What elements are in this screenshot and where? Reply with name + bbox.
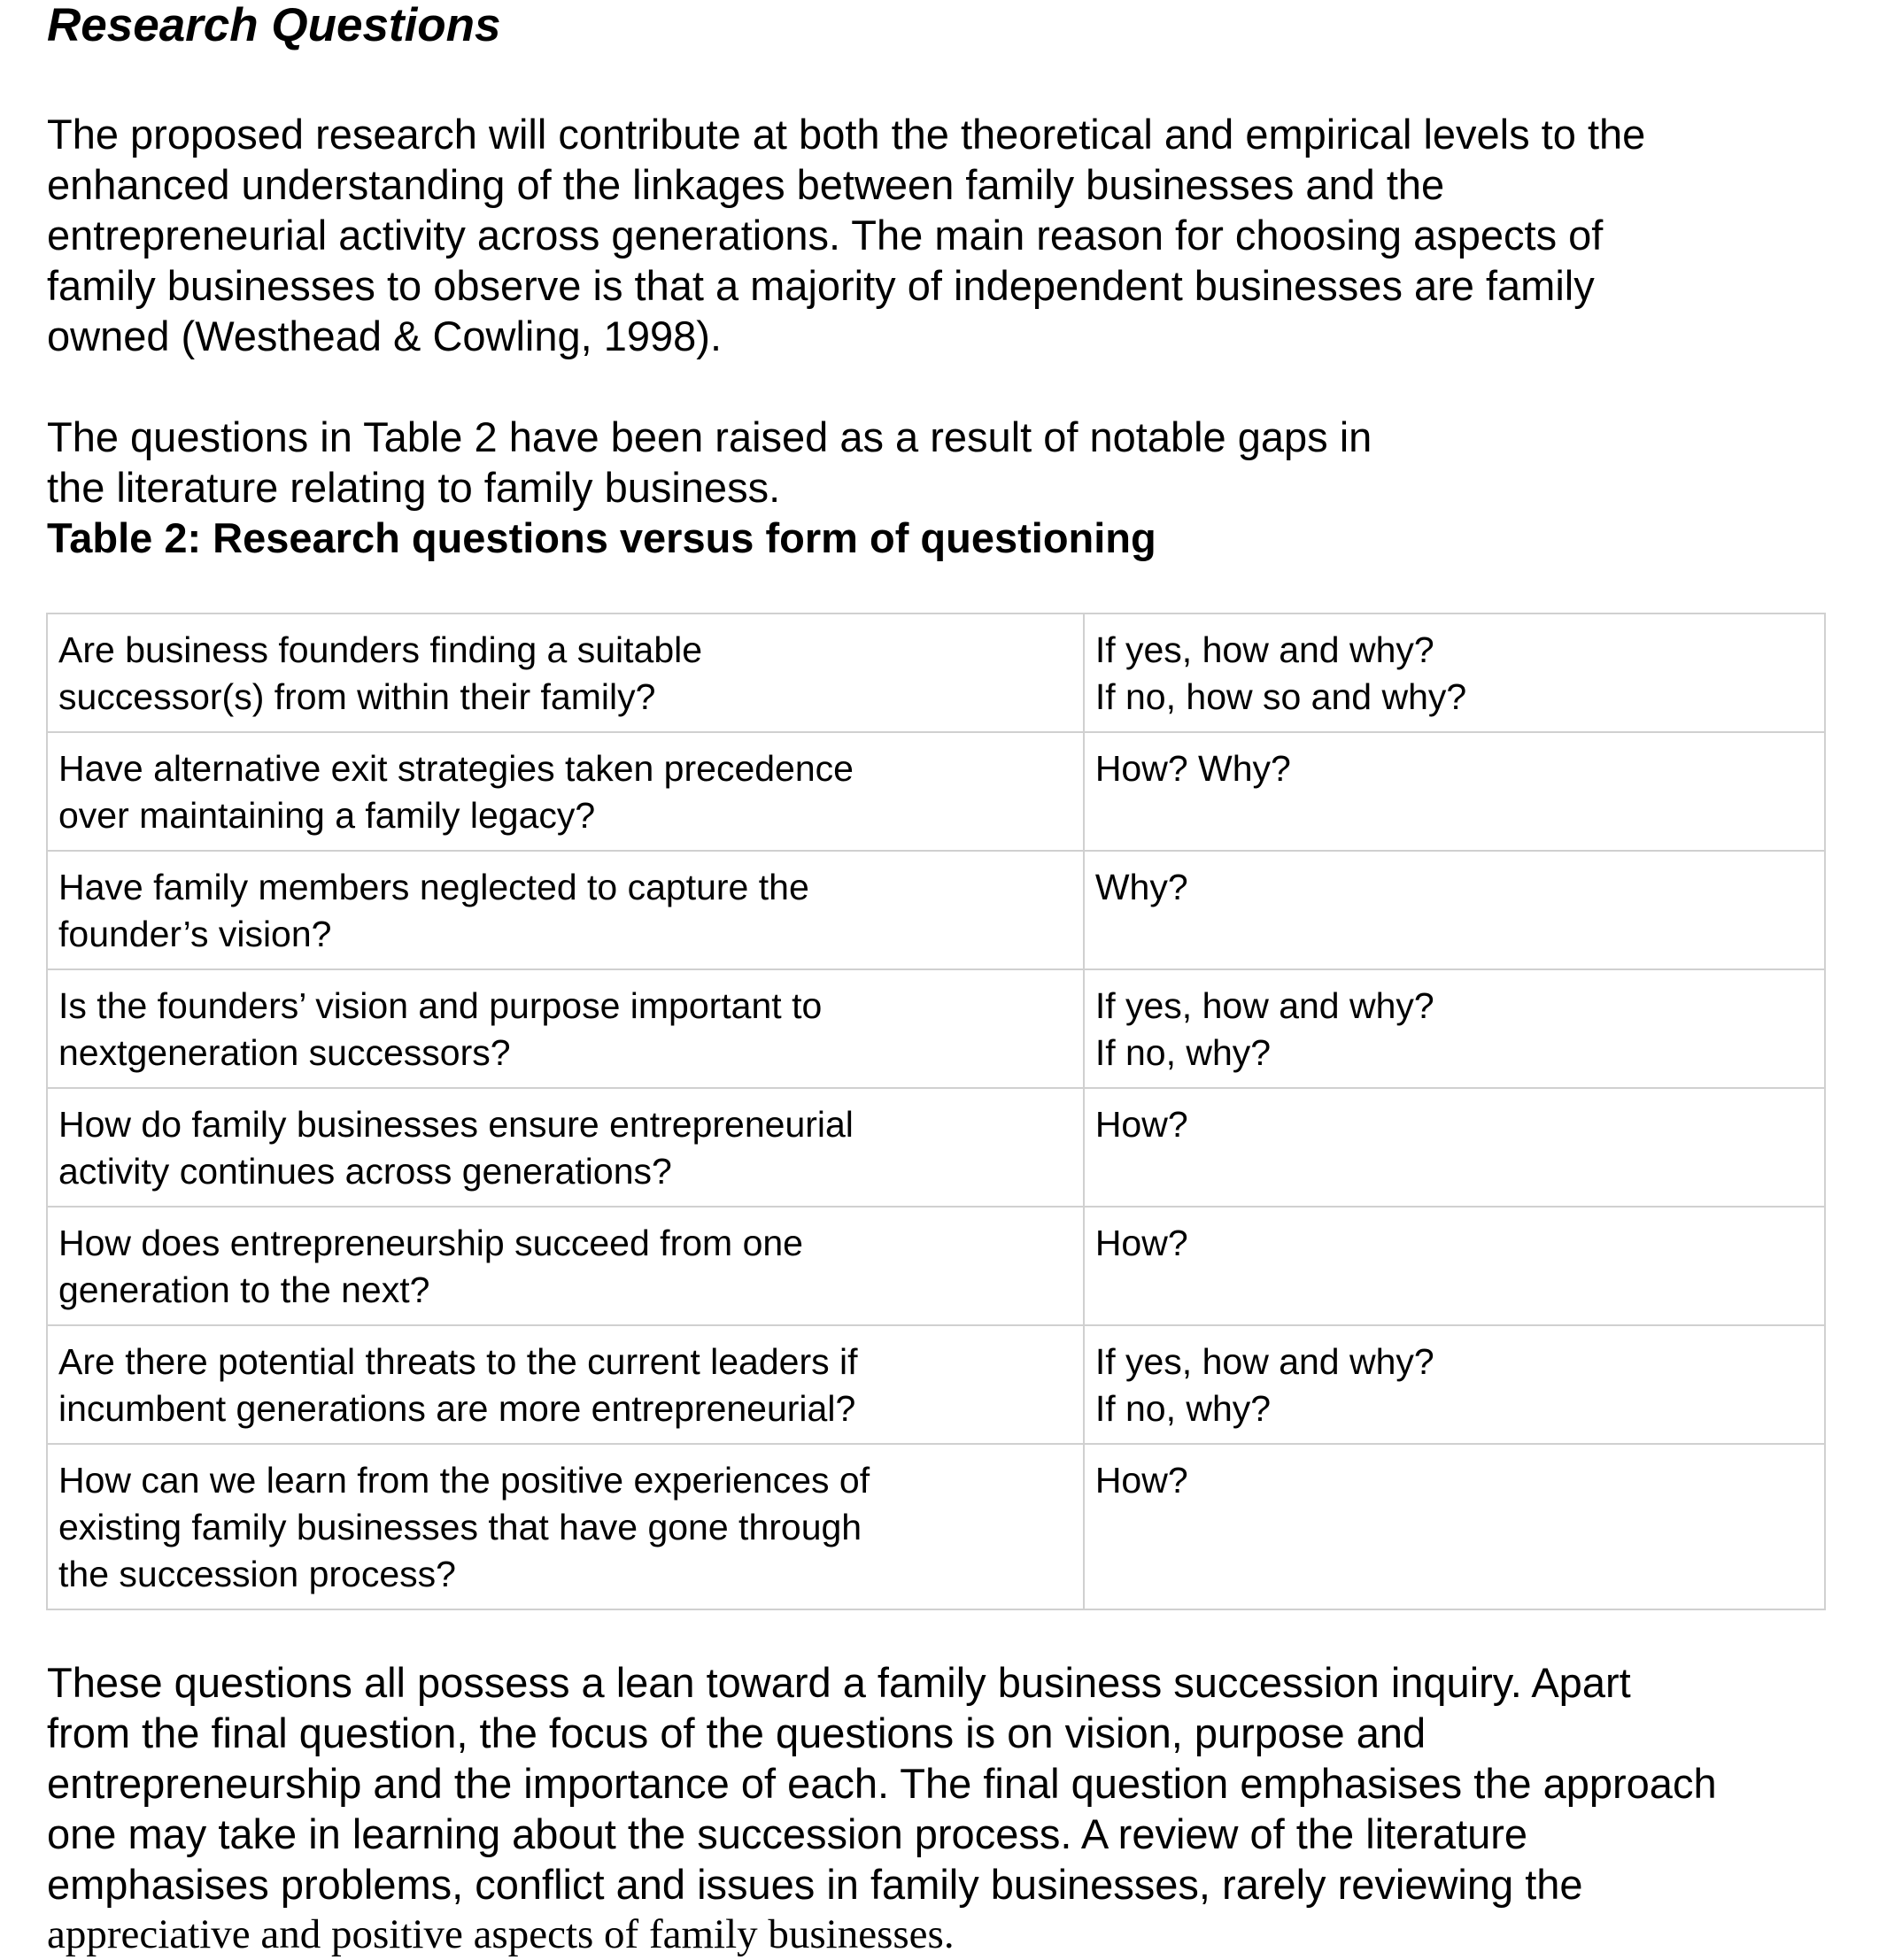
form-cell: How? [1084,1088,1825,1207]
form-cell: How? Why? [1084,732,1825,851]
table-caption: Table 2: Research questions versus form of questioning [47,514,1156,561]
question-cell: How does entrepreneurship succeed from one generation to the next? [47,1207,1084,1325]
table-row [47,613,1825,732]
table-intro-paragraph: The questions in Table 2 have been raised as a result of notable gaps in the literature relating to family business. [47,413,1372,511]
conclusion-paragraph [47,1657,1853,1960]
question-cell: Have alternative exit strategies taken precedence over maintaining a family legacy? [47,732,1084,851]
form-cell: How? [1084,1207,1825,1325]
question-cell: Are business founders finding a suitable successor(s) from within their family? [47,613,1084,732]
question-cell: Have family members neglected to capture the founder’s vision? [47,851,1084,969]
table-row [47,732,1825,851]
table-row [47,1088,1825,1207]
intro-paragraph: The proposed research will contribute at both the theoretical and empirical levels to the enhanced understanding of the linkages between family businesses and the entrepreneurial activity across generations. The main reason for choosing aspects of family businesses to observe is that a majority of independent businesses are family owned (Westhead & Cowling, 1998). [47,111,1646,359]
form-cell: Why? [1084,851,1825,969]
document-page [47,0,1853,1960]
section-heading: Research Questions [47,0,501,51]
form-cell: If yes, how and why? If no, how so and why? [1084,613,1825,732]
question-cell: How can we learn from the positive experiences of existing family businesses that have gone through the succession process? [47,1444,1084,1609]
table-row [47,1325,1825,1444]
table-row [47,851,1825,969]
question-cell: Is the founders’ vision and purpose important to nextgeneration successors? [47,969,1084,1088]
form-cell: If yes, how and why? If no, why? [1084,1325,1825,1444]
question-cell: Are there potential threats to the current leaders if incumbent generations are more entrepreneurial? [47,1325,1084,1444]
conclusion-text: These questions all possess a lean toward a family business succession inquiry. Apart from the final question, the focus of the questions is on vision, purpose and entrepreneurship and the importance of each. The final question emphasises the approach one may take in learning about the succession process. A review of the literature emphasises problems, conflict and issues in family businesses, rarely reviewing the [47,1659,1717,1908]
research-questions-table [46,613,1826,1610]
form-cell: How? [1084,1444,1825,1609]
conclusion-last-line: appreciative and positive aspects of family businesses. [47,1911,955,1957]
question-cell: How do family businesses ensure entrepreneurial activity continues across generations? [47,1088,1084,1207]
form-cell: If yes, how and why? If no, why? [1084,969,1825,1088]
table-row [47,1207,1825,1325]
table-row [47,969,1825,1088]
table-row [47,1444,1825,1609]
